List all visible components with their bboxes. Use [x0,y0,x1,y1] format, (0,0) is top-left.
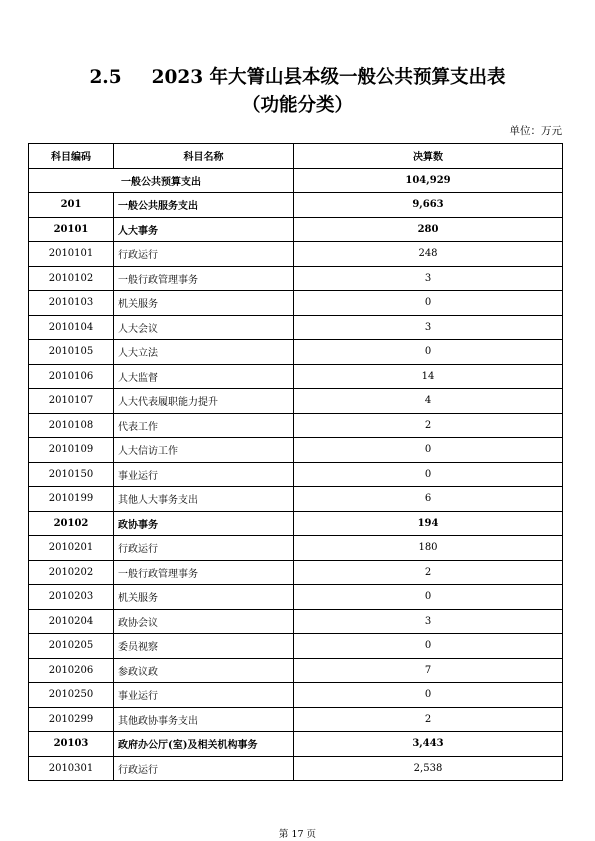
row-amount: 3 [294,266,563,291]
row-code: 2010103 [29,291,114,316]
row-amount: 2 [294,560,563,585]
table-row [29,217,563,242]
table-row [29,413,563,438]
table-row [29,756,563,781]
row-name: 人大信访工作 [114,438,294,463]
row-code: 20103 [29,732,114,757]
page-title [0,66,595,90]
row-name: 其他人大事务支出 [114,487,294,512]
row-name: 行政运行 [114,242,294,267]
section-number: 2.5 [89,67,122,88]
table-row [29,658,563,683]
unit-label: 单位：万元 [509,125,562,137]
row-amount: 4 [294,389,563,414]
row-amount: 2 [294,707,563,732]
table-row [29,536,563,561]
row-amount: 0 [294,634,563,659]
table-row [29,340,563,365]
row-code: 2010201 [29,536,114,561]
table-row [29,315,563,340]
row-name: 机关服务 [114,585,294,610]
row-code: 2010205 [29,634,114,659]
row-amount: 3,443 [294,732,563,757]
total-name: 一般公共预算支出 [29,168,294,193]
row-code: 2010299 [29,707,114,732]
row-amount: 0 [294,291,563,316]
row-amount: 14 [294,364,563,389]
row-amount: 0 [294,438,563,463]
row-code: 2010250 [29,683,114,708]
row-code: 2010199 [29,487,114,512]
table-row [29,585,563,610]
page-subtitle: （功能分类） [241,95,353,116]
row-amount: 2 [294,413,563,438]
row-code: 2010301 [29,756,114,781]
table-row [29,242,563,267]
row-code: 2010106 [29,364,114,389]
table-header-row [29,144,563,169]
row-amount: 248 [294,242,563,267]
table-row [29,560,563,585]
total-amount: 104,929 [294,168,563,193]
table-row [29,364,563,389]
row-code: 201 [29,193,114,218]
table-row [29,609,563,634]
row-amount: 7 [294,658,563,683]
row-amount: 0 [294,585,563,610]
row-code: 2010108 [29,413,114,438]
table-row [29,707,563,732]
table-row [29,511,563,536]
row-name: 政府办公厅(室)及相关机构事务 [114,732,294,757]
row-code: 2010150 [29,462,114,487]
table-row [29,732,563,757]
row-name: 一般行政管理事务 [114,560,294,585]
row-code: 2010203 [29,585,114,610]
budget-table [28,143,563,781]
row-amount: 280 [294,217,563,242]
table-row [29,266,563,291]
page-number: 第 17 页 [278,829,317,840]
row-name: 政协事务 [114,511,294,536]
table-row [29,487,563,512]
row-name: 人大事务 [114,217,294,242]
row-code: 2010109 [29,438,114,463]
header-amount: 决算数 [294,144,563,169]
row-code: 2010104 [29,315,114,340]
row-name: 行政运行 [114,756,294,781]
row-name: 一般行政管理事务 [114,266,294,291]
row-name: 人大会议 [114,315,294,340]
row-code: 2010202 [29,560,114,585]
row-code: 2010206 [29,658,114,683]
row-code: 2010102 [29,266,114,291]
table-row [29,389,563,414]
row-code: 2010204 [29,609,114,634]
header-name: 科目名称 [114,144,294,169]
table-row [29,291,563,316]
row-amount: 0 [294,340,563,365]
row-name: 参政议政 [114,658,294,683]
row-code: 2010107 [29,389,114,414]
row-name: 代表工作 [114,413,294,438]
row-amount: 2,538 [294,756,563,781]
row-name: 人大立法 [114,340,294,365]
row-name: 其他政协事务支出 [114,707,294,732]
row-amount: 0 [294,683,563,708]
row-code: 2010105 [29,340,114,365]
table-row [29,193,563,218]
row-amount: 0 [294,462,563,487]
row-amount: 9,663 [294,193,563,218]
row-amount: 3 [294,609,563,634]
row-code: 20102 [29,511,114,536]
row-amount: 194 [294,511,563,536]
row-amount: 3 [294,315,563,340]
row-name: 政协会议 [114,609,294,634]
row-amount: 180 [294,536,563,561]
row-code: 2010101 [29,242,114,267]
row-name: 一般公共服务支出 [114,193,294,218]
table-row [29,634,563,659]
table-row [29,683,563,708]
total-row [29,168,563,193]
row-code: 20101 [29,217,114,242]
row-name: 人大监督 [114,364,294,389]
header-code: 科目编码 [29,144,114,169]
row-name: 委员视察 [114,634,294,659]
row-name: 事业运行 [114,683,294,708]
row-name: 行政运行 [114,536,294,561]
row-name: 人大代表履职能力提升 [114,389,294,414]
title-line-1: 2023 年大箐山县本级一般公共预算支出表 [151,67,506,88]
row-amount: 6 [294,487,563,512]
table-row [29,462,563,487]
table-row [29,438,563,463]
row-name: 事业运行 [114,462,294,487]
row-name: 机关服务 [114,291,294,316]
